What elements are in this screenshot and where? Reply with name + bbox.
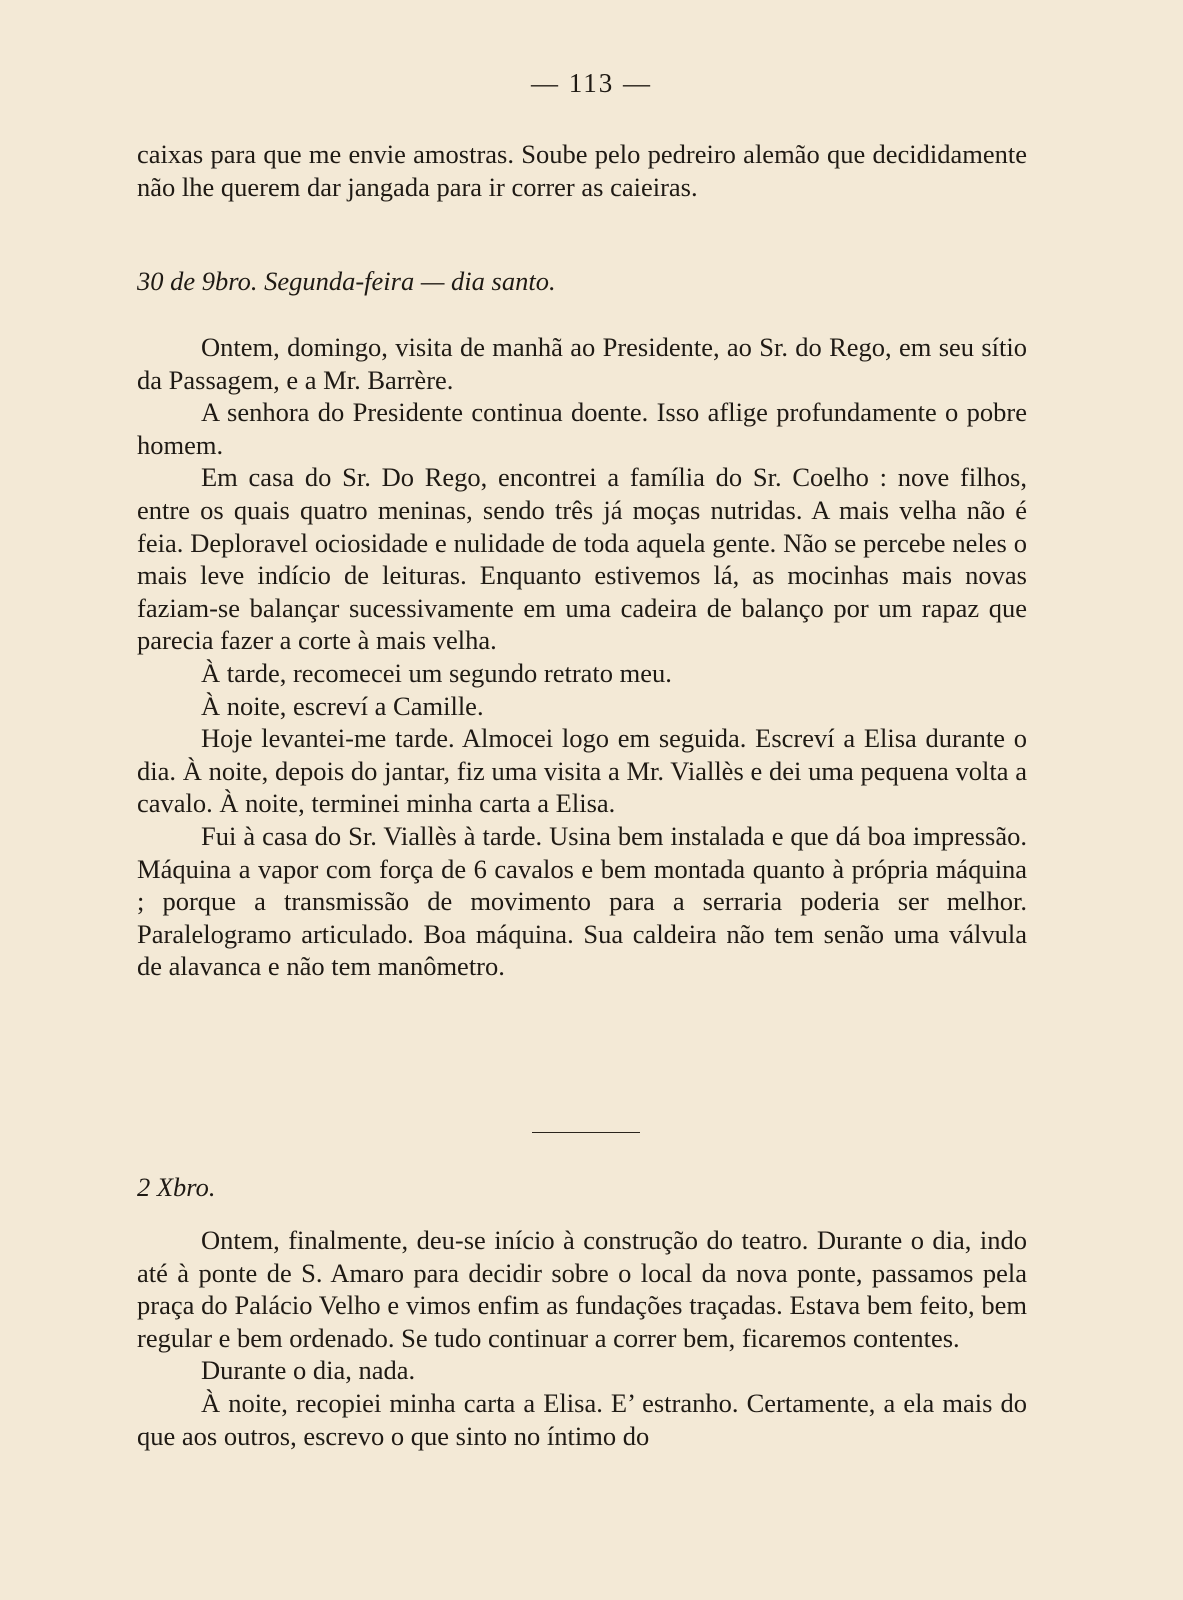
paragraph: Ontem, finalmente, deu-se início à construção do teatro. Durante o dia, indo até à ponte de S. Amaro para decidir sobre o local da nova ponte, passamos pela praça do Palácio Velho e vimos enfim as fundações traçadas. Estava bem feito, bem regular e bem ordenado. Se tudo continuar a correr bem, ficaremos contentes. (137, 1225, 1027, 1353)
entry-30-nov-body (137, 331, 1027, 983)
entry-heading-2-dec: 2 Xbro. (137, 1172, 216, 1202)
paragraph: A senhora do Presidente continua doente. Isso aflige profundamente o pobre homem. (137, 397, 1027, 460)
paragraph: À noite, escreví a Camille. (201, 690, 484, 721)
paragraph: Fui à casa do Sr. Viallès à tarde. Usina bem instalada e que dá boa impressão. Máquina a vapor com força de 6 cavalos e bem montada quanto à própria máquina ; porque a transmissão de movimento para a serraria poderia ser melhor. Paralelogramo articulado. Boa máquina. Sua caldeira não tem senão uma válvula de alavanca e não tem manômetro. (137, 820, 1027, 982)
carryover-text-block (137, 138, 1027, 203)
paragraph: Hoje levantei-me tarde. Almocei logo em seguida. Escreví a Elisa durante o dia. À noite, depois do jantar, fiz uma visita a Mr. Viallès e dei uma pequena volta a cavalo. À noite, terminei minha carta a Elisa. (137, 723, 1027, 819)
paragraph: Ontem, domingo, visita de manhã ao Presidente, ao Sr. do Rego, em seu sítio da Passagem, e a Mr. Barrère. (137, 332, 1027, 395)
paragraph: Em casa do Sr. Do Rego, encontrei a família do Sr. Coelho : nove filhos, entre os quais quatro meninas, sendo três já moças nutridas. A mais velha não é feia. Deploravel ociosidade e nulidade de toda aquela gente. Não se percebe neles o mais leve indício de leituras. Enquanto estivemos lá, as mocinhas mais novas faziam-se balançar sucessivamente em uma cadeira de balanço por um rapaz que parecia fazer a corte à mais velha. (137, 462, 1027, 656)
entry-heading-30-nov: 30 de 9bro. Segunda-feira — dia santo. (137, 266, 556, 296)
paragraph: À noite, recopiei minha carta a Elisa. E’ estranho. Certamente, a ela mais do que aos outros, escrevo o que sinto no íntimo do (137, 1387, 1027, 1451)
paragraph: Durante o dia, nada. (201, 1355, 416, 1386)
section-divider (532, 1132, 640, 1133)
page-number: — 113 — (531, 68, 652, 98)
entry-2-dec-body (137, 1224, 1027, 1452)
paragraph: À tarde, recomecei um segundo retrato meu. (201, 657, 672, 688)
carryover-paragraph: caixas para que me envie amostras. Soube pelo pedreiro alemão que decididamente não lhe querem dar jangada para ir correr as caieiras. (137, 139, 1027, 202)
